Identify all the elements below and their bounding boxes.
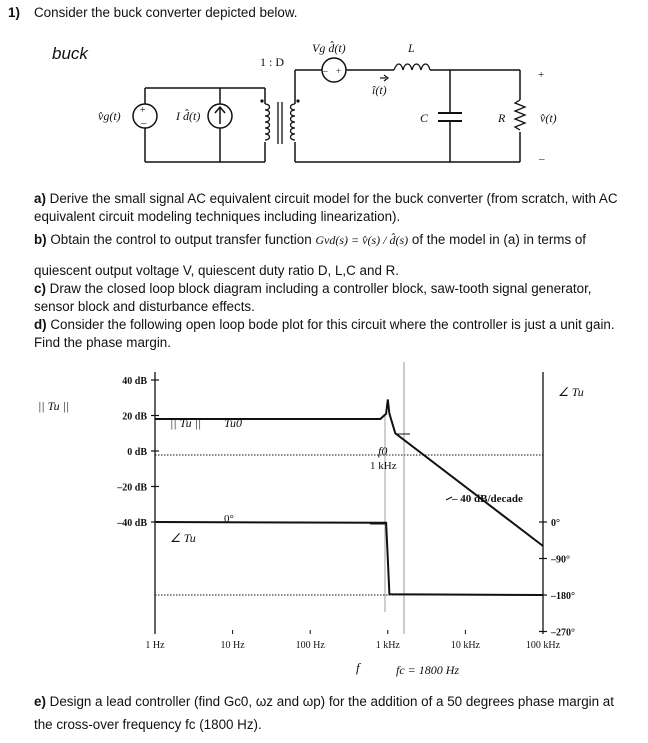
phase-curve bbox=[155, 522, 543, 595]
x-tick-label: 10 Hz bbox=[220, 640, 245, 651]
part-b-label: b) bbox=[34, 232, 47, 247]
output-minus: – bbox=[539, 153, 545, 165]
phase-zero-annotation: 0° bbox=[224, 513, 234, 525]
f0-value-annotation: 1 kHz bbox=[370, 460, 397, 472]
part-c-label: c) bbox=[34, 281, 46, 296]
tu-mag-annotation: || Tu || bbox=[170, 416, 202, 430]
part-b-text3: quiescent output voltage V, quiescent duty ratio D, L,C and R. bbox=[34, 263, 399, 278]
current-source-label: I d̂(t) bbox=[176, 109, 201, 123]
part-e-label: e) bbox=[34, 694, 46, 709]
plus-sign: + bbox=[140, 105, 146, 116]
problem-number: 1) bbox=[8, 5, 20, 20]
output-plus: + bbox=[538, 69, 545, 81]
part-e-line1 bbox=[34, 693, 644, 711]
tu-phase-annotation: ∠ Tu bbox=[170, 531, 196, 545]
x-tick-label: 100 kHz bbox=[525, 640, 561, 651]
transformer bbox=[265, 102, 295, 144]
capacitor-label: C bbox=[420, 111, 429, 125]
series-source-label: Vg d̂(t) bbox=[312, 41, 346, 55]
part-c bbox=[34, 280, 634, 316]
slope-annotation: – 40 dB/decade bbox=[452, 493, 523, 505]
mag-tick-label: 20 dB bbox=[122, 411, 147, 423]
resistor-label: R bbox=[498, 111, 506, 125]
part-d bbox=[34, 316, 634, 352]
tu-phase-axis-label: ∠ Tu bbox=[558, 385, 584, 399]
circuit-wires bbox=[145, 70, 520, 162]
inductor-label: L bbox=[408, 41, 415, 55]
x-axis-label: f bbox=[356, 660, 360, 675]
source-vg-label: v̂g(t) bbox=[98, 109, 121, 123]
phase-tick-label: 0° bbox=[551, 518, 560, 529]
phase-tick-label: –90° bbox=[551, 554, 570, 566]
mag-tick-label: 40 dB bbox=[122, 376, 147, 387]
circuit-label: buck bbox=[52, 44, 88, 63]
transformer-dot bbox=[296, 99, 299, 102]
part-d-label: d) bbox=[34, 317, 47, 332]
output-label: v̂(t) bbox=[540, 111, 557, 125]
buck-circuit bbox=[0, 28, 648, 203]
part-e-text1: Design a lead controller (find Gc0, ωz and ωp) for the addition of a 50 degrees phase margin at bbox=[49, 694, 614, 709]
resistor bbox=[515, 100, 525, 130]
inductor-current-label: î(t) bbox=[372, 83, 387, 97]
part-a-label: a) bbox=[34, 191, 46, 206]
mag-tick-label: –40 dB bbox=[117, 518, 147, 529]
plus-sign: – bbox=[323, 66, 328, 76]
phase-tick-label: –270° bbox=[551, 627, 575, 639]
plus-sign: + bbox=[336, 66, 342, 76]
part-a-text: Derive the small signal AC equivalent circuit model for the buck converter (from scratch, with AC equivalent circuit modeling techniques including linearization). bbox=[34, 191, 618, 224]
mag-tick-label: 0 dB bbox=[127, 447, 147, 458]
x-tick-label: 100 Hz bbox=[295, 640, 325, 651]
part-e-text2: the cross-over frequency fc (1800 Hz). bbox=[34, 717, 262, 732]
x-tick-label: 10 kHz bbox=[450, 640, 480, 651]
tu0-annotation: Tu0 bbox=[224, 416, 243, 430]
part-b-line1 bbox=[34, 231, 634, 249]
problem-intro: Consider the buck converter depicted below. bbox=[34, 5, 298, 20]
x-tick-label: 1 kHz bbox=[375, 640, 400, 651]
f0-annotation: f0 bbox=[378, 444, 388, 458]
transformer-ratio: 1 : D bbox=[260, 55, 284, 69]
x-tick-label: 1 Hz bbox=[145, 640, 165, 651]
bode-plot bbox=[0, 362, 648, 682]
magnitude-curve bbox=[155, 400, 543, 547]
part-c-text: Draw the closed loop block diagram including a controller block, saw-tooth signal generator, sensor block and disturbance effects. bbox=[34, 281, 592, 314]
fc-annotation: fc = 1800 Hz bbox=[396, 663, 460, 677]
part-b-transfer-function: Gvd(s) = v̂(s) / d̂(s) bbox=[315, 233, 409, 247]
transformer-dot bbox=[260, 99, 263, 102]
minus-sign: – bbox=[141, 117, 147, 129]
tu-mag-axis-label: || Tu || bbox=[38, 399, 70, 413]
inductor bbox=[394, 64, 430, 70]
part-a bbox=[34, 190, 634, 226]
part-d-text: Consider the following open loop bode plot for this circuit where the controller is just a unit gain. Find the phase margin. bbox=[34, 317, 615, 350]
mag-tick-label: –20 dB bbox=[117, 482, 147, 494]
part-b-text1: Obtain the control to output transfer function bbox=[50, 232, 312, 247]
part-b-text2: of the model in (a) in terms of bbox=[411, 232, 587, 247]
phase-tick-label: –180° bbox=[551, 591, 575, 602]
